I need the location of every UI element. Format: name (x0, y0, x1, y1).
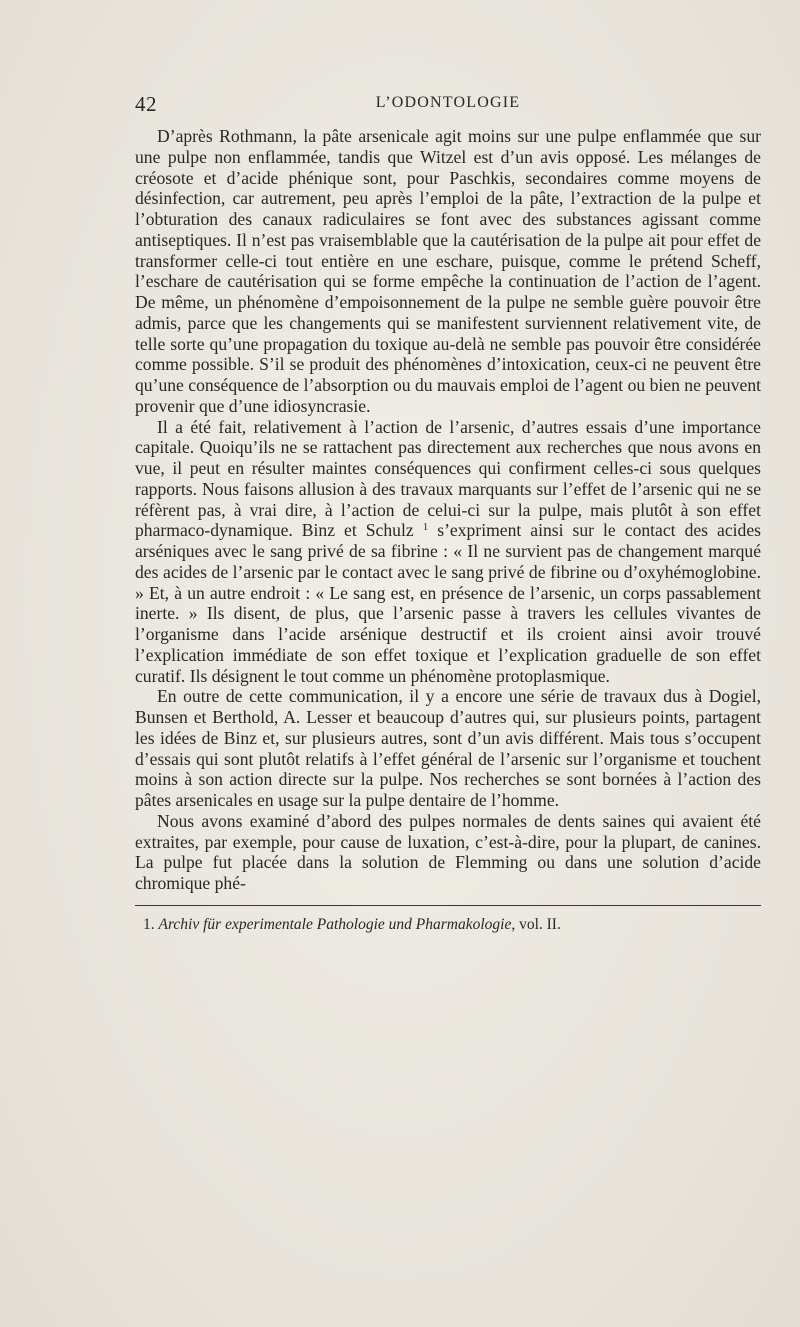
paragraph-4: Nous avons examiné d’abord des pulpes normales de dents saines qui avaient été extraites, par exemple, pour cause de luxation, c’est-à-dire, pour la plupart, de canines. La pulpe fut placée dans la solution de Flemming ou dans une solution d’acide chromique phé- (135, 810, 761, 893)
body-text (135, 126, 761, 894)
footnote-title: Archiv für experimentale Pathologie und Pharmakologie (158, 915, 512, 933)
footnote-number: 1. (143, 915, 155, 933)
page (135, 92, 761, 934)
running-title: L’ODONTOLOGIE (375, 94, 521, 111)
paragraph-1: D’après Rothmann, la pâte arsenicale agit moins sur une pulpe enflammée que sur une pulpe non enflammée, tandis que Witzel est d’un avis opposé. Les mélanges de créosote et d’acide phénique sont, pour Paschkis, secondaires comme moyens de désinfection, car autrement, peu après l’emploi de la pâte, l’extraction de la pulpe et l’obturation des canaux radiculaires se font avec des substances agissant comme antiseptiques. Il n’est pas vraisemblable que la cautérisation de la pulpe ait pour effet de transformer celle-ci tout entière en une eschare, puisque, comme le prétend Scheff, l’eschare de cautérisation qui se forme empêche la continuation de l’action de l’agent. De même, un phénomène d’empoisonnement de la pulpe ne semble guère pouvoir être admis, parce que les changements qui se manifestent surviennent relativement vite, de telle sorte qu’une propagation du toxique au-delà ne semble pas pouvoir être considérée comme possible. S’il se produit des phénomènes d’intoxication, ceux-ci ne peuvent être qu’une conséquence de l’absorption ou du mauvais emploi de l’agent ou bien ne peuvent provenir que d’une idiosyncrasie. (135, 126, 761, 416)
footnote-suffix: , vol. II. (511, 915, 561, 933)
footnote (135, 915, 761, 934)
page-header (135, 92, 761, 118)
paragraph-3: En outre de cette communication, il y a encore une série de travaux dus à Dogiel, Bunsen et Berthold, A. Lesser et beaucoup d’autres qui, sur plusieurs points, partagent les idées de Binz et, sur plusieurs autres, sont d’un avis différent. Mais tous s’occupent d’essais qui sont plutôt relatifs à l’effet général de l’arsenic sur l’organisme et touchent moins à son action directe sur la pulpe. Nos recherches se sont bornées à l’action des pâtes arsenicales en usage sur la pulpe dentaire de l’homme. (135, 686, 761, 810)
footnote-reference: 1 (422, 521, 429, 534)
paragraph-2-text-a: Il a été fait, relativement à l’action de l’arsenic, d’autres essais d’une importance capitale. Quoiqu’ils ne se rattachent pas directement aux recherches que nous avons en vue, il peut en résulter maintes conséquences qui confirment celles-ci sous quelques rapports. Nous faisons allusion à des travaux marquants sur l’effet de l’arsenic qui ne se réfèrent pas, à vrai dire, à l’action de celui-ci sur la pulpe, mais plutôt à son effet pharmaco-dynamique. Binz et Schulz (135, 416, 761, 541)
page-number: 42 (135, 92, 157, 116)
footnote-divider (135, 905, 761, 906)
paragraph-2-text-b: s’expriment ainsi sur le contact des acides arséniques avec le sang privé de sa fibrine : « Il ne survient pas de changement marqué des acides de l’arsenic par le contact avec le sang privé de fibrine ou d’oxyhémoglobine. » Et, à un autre endroit : « Le sang est, en présence de l’arsenic, un corps passablement inerte. » Ils disent, de plus, que l’arsenic passe à travers les cellules vivantes de l’organisme dans l’acide arsénique destructif et ils croient ainsi avoir trouvé l’explication immédiate de son effet toxique et l’explication graduelle de son effet curatif. Ils désignent le tout comme un phénomène protoplasmique. (135, 520, 761, 686)
paragraph-2 (135, 417, 761, 687)
